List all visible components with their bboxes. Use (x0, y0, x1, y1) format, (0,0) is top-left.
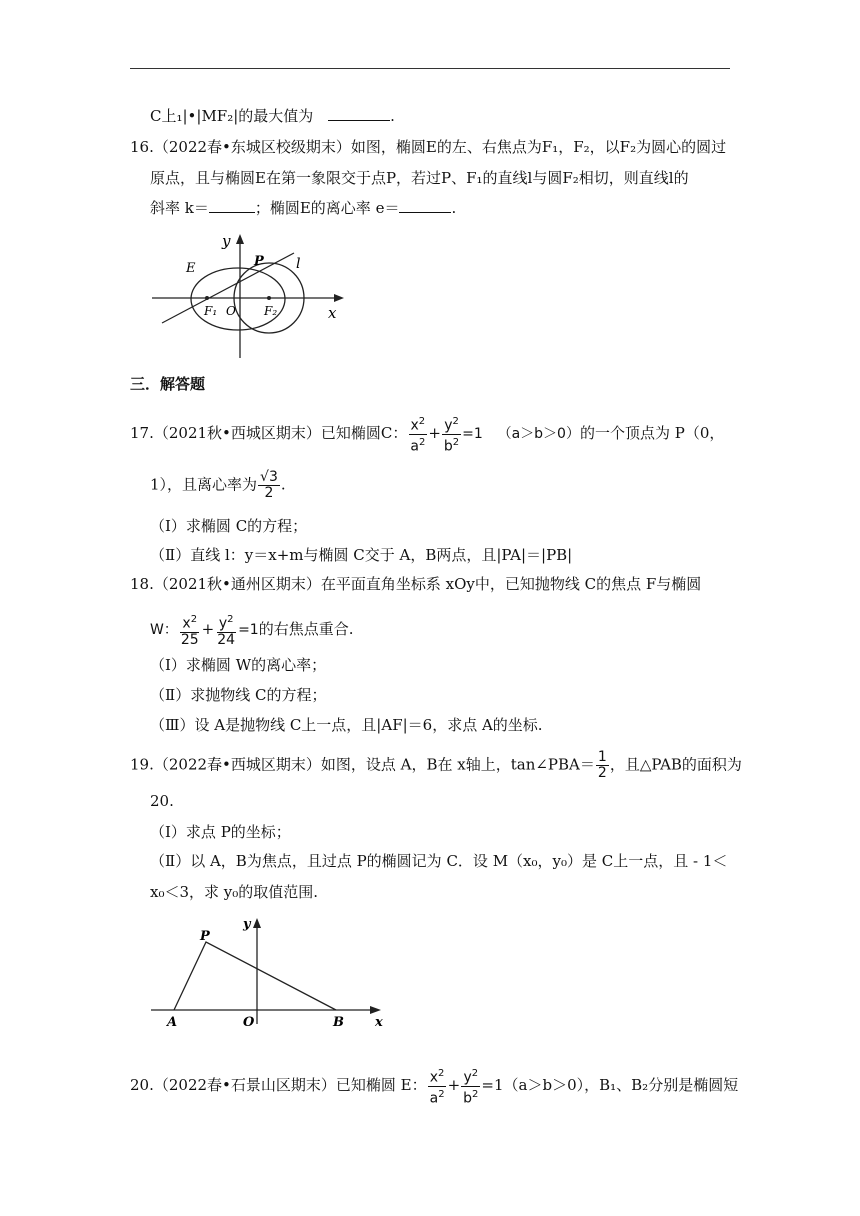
q17-suffix: 的一个顶点为 P（0， (579, 424, 725, 443)
q20-frac1: $\frac{x^2}{a^2}$ (429, 1068, 445, 1107)
fig19-P-label: P (200, 929, 210, 944)
ellipse-E (191, 268, 285, 330)
q18-den1: 25 (180, 631, 199, 648)
fig19-O-label: O (243, 1015, 255, 1030)
q19-item1: （Ⅰ）求点 P的坐标； (150, 823, 291, 841)
fig16-P-label: P (254, 254, 264, 269)
q17-den2: b (443, 438, 453, 455)
q17-frac2: $\frac{y^2}{b^2}$ (443, 416, 460, 455)
q19-den: 2 (597, 765, 607, 781)
q16-line1: 16.（2022春•东城区校级期末）如图，椭圆E的左、右焦点为F₁，F₂，以F₂为圆心的圆过 (130, 138, 727, 156)
fig16-E-label: E (186, 261, 196, 276)
slope-blank (209, 198, 255, 213)
q15-tail-text: C上₁|•|MF₂|的最大值为 (150, 107, 314, 125)
ecc-blank (399, 198, 451, 213)
fig19-x-label: x (375, 1015, 383, 1030)
triangle-figure (145, 912, 395, 1034)
q17-sqrt: √3 (260, 469, 278, 485)
q18-item1: （Ⅰ）求椭圆 W的离心率； (150, 656, 327, 674)
fig16-F1-label: F₁ (204, 304, 218, 318)
fig19-y-label: y (243, 917, 251, 932)
q19-line2: 20. (150, 792, 174, 810)
q17-prefix: 17.（2021秋•西城区期末）已知椭圆C： (130, 424, 408, 443)
q16-line3: 斜率 k＝ ；椭圆E的离心率 e＝ . (150, 199, 457, 217)
q17-num1: x (410, 417, 419, 434)
fig16-y-label: y (222, 232, 231, 250)
q17-frac1: $\frac{x^2}{a^2}$ (410, 416, 426, 455)
q19-line1 (130, 750, 742, 781)
q20-rhs: =1（a＞b＞0），B₁、B₂分别是椭圆短 (481, 1076, 739, 1095)
q17-line2: 1），且离心率为 $\frac{√3}{2}$ . (150, 469, 286, 501)
q20-prefix: 20.（2022春•石景山区期末）已知椭圆 E： (130, 1076, 427, 1095)
q18-w: W： (150, 621, 178, 638)
q19-frac (596, 750, 609, 781)
y-axis-arrow (253, 918, 261, 928)
q18-frac2: $\frac{y^2}{24}$ (217, 614, 236, 648)
q17-item2: （Ⅱ）直线 l：y＝x+m与椭圆 C交于 A，B两点，且|PA|＝|PB| (150, 546, 573, 564)
q16-ecc-label: ；椭圆E的离心率 e＝ (254, 199, 400, 217)
F1-point (205, 296, 209, 300)
q17-rhs: =1 (462, 426, 483, 443)
triangle-PAB (174, 942, 336, 1010)
ellipse-figure (148, 228, 358, 364)
x-axis-arrow (334, 294, 344, 302)
q17-ecc-frac (258, 470, 280, 501)
q17-num2: y (444, 417, 453, 434)
fig16-O-label: O (226, 304, 236, 318)
q18-line2: W： $\frac{x^2}{25}$ + $\frac{y^2}{24}$ =1的右焦点重合. (150, 614, 354, 648)
q18-suffix: 的右焦点重合. (258, 619, 354, 638)
q18-line1: 18.（2021秋•通州区期末）在平面直角坐标系 xOy中，已知抛物线 C的焦点 F与椭圆 (130, 575, 702, 593)
fig16-F2-label: F₂ (264, 304, 278, 318)
F2-point (267, 296, 271, 300)
q19-item2: （Ⅱ）以 A，B为焦点，且过点 P的椭圆记为 C．设 M（x₀，y₀）是 C上一点，且 - 1＜ (150, 852, 728, 870)
q17-den1: a (410, 438, 419, 455)
q17-line2-text: 1），且离心率为 (150, 475, 258, 494)
fig19-B-label: B (333, 1015, 344, 1030)
header-rule (130, 68, 730, 69)
q19-item2b: x₀＜3，求 y₀的取值范围. (150, 883, 319, 901)
q19-line1-text: 19.（2022春•西城区期末）如图，设点 A，B在 x轴上，tan∠PBA＝ (130, 755, 595, 774)
q18-rhs: =1 (238, 621, 259, 638)
q15-tail: C上₁|•|MF₂|的最大值为 . (150, 107, 395, 125)
section-title: 三．解答题 (130, 375, 206, 393)
q16-slope-label: 斜率 k＝ (150, 199, 209, 217)
q18-den2: 24 (217, 631, 236, 648)
fig16-x-label: x (328, 304, 337, 322)
q18-frac1: $\frac{x^2}{25}$ (180, 614, 199, 648)
q20-line1: 20.（2022春•石景山区期末）已知椭圆 E： $\frac{x^2}{a^2}$ + $\frac{y^2}{b^2}$ =1（a＞b＞0），B₁、B₂分别是椭圆短 (130, 1068, 739, 1107)
fig19-A-label: A (167, 1015, 178, 1030)
q16-line2: 原点，且与椭圆E在第一象限交于点P，若过P、F₁的直线l与圆F₂相切，则直线l的 (150, 169, 689, 187)
y-axis-arrow (236, 234, 244, 244)
answer-blank (328, 106, 390, 121)
x-axis-arrow (370, 1006, 381, 1014)
q19-num: 1 (597, 749, 607, 765)
q17-line1: 17.（2021秋•西城区期末）已知椭圆C： $\frac{x^2}{a^2}$ + $\frac{y^2}{b^2}$ =1 （a＞b＞0）的一个顶点为 P（0， (130, 416, 725, 455)
q18-item2: （Ⅱ）求抛物线 C的方程； (150, 686, 327, 704)
q18-item3: （Ⅲ）设 A是抛物线 C上一点，且|AF|＝6，求点 A的坐标. (150, 716, 543, 734)
q17-den: 2 (264, 485, 274, 501)
q17-item1: （Ⅰ）求椭圆 C的方程； (150, 517, 308, 535)
q19-line1-tail: ，且△PAB的面积为 (609, 755, 742, 774)
fig16-l-label: l (296, 256, 301, 272)
q20-frac2: $\frac{y^2}{b^2}$ (463, 1068, 479, 1107)
q17-cond: （a＞b＞0） (497, 426, 580, 443)
